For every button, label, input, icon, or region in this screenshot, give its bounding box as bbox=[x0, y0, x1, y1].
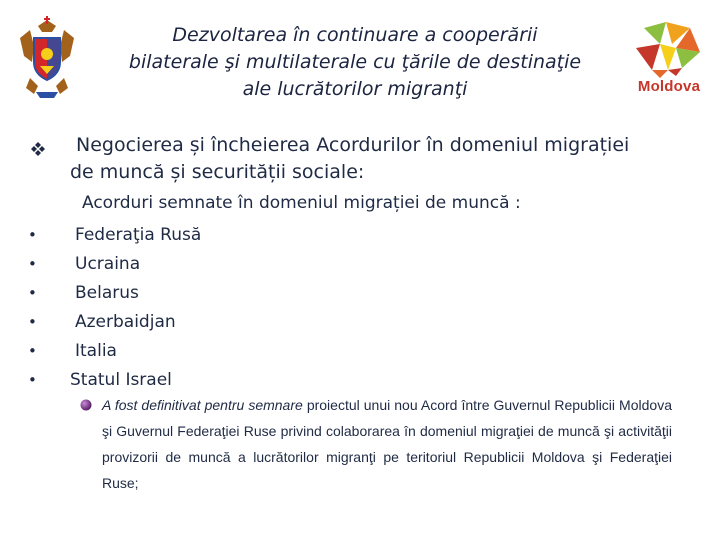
brand-text: Moldova bbox=[637, 78, 701, 95]
dot-bullet: • bbox=[28, 255, 37, 273]
title-line-1: Dezvoltarea în continuare a cooperării bbox=[172, 24, 538, 46]
country-name: Azerbaidjan bbox=[75, 312, 176, 332]
title-line-3: ale lucrătorilor migranţi bbox=[242, 78, 468, 100]
country-name: Ucraina bbox=[75, 254, 141, 274]
page-title bbox=[112, 22, 598, 103]
dot-bullet: • bbox=[28, 226, 37, 244]
country-name: Italia bbox=[75, 341, 117, 361]
diamond-bullet-icon bbox=[30, 141, 46, 157]
heading-line-2: de muncă și securității sociale: bbox=[70, 161, 365, 183]
note-text: proiectul unui nou Acord între Guvernul Republicii Moldova şi Guvernul Federaţiei Ruse privind colaborarea în domeniul migraţiei de muncă şi activităţii provizorii de muncă a lucrătorilor migranţi pe teritoriul Republicii Moldova şi Federaţiei Ruse; bbox=[102, 397, 672, 491]
sphere-bullet-icon bbox=[80, 399, 92, 411]
agreements-intro: Acorduri semnate în domeniul migrației de muncă : bbox=[82, 193, 521, 213]
note-paragraph bbox=[102, 392, 672, 496]
dot-bullet: • bbox=[28, 371, 37, 389]
coat-of-arms-icon bbox=[16, 16, 78, 100]
dot-bullet: • bbox=[28, 342, 37, 360]
section-heading bbox=[70, 132, 710, 186]
note-emphasis: A fost definitivat pentru semnare bbox=[102, 397, 303, 413]
dot-bullet: • bbox=[28, 313, 37, 331]
dot-bullet: • bbox=[28, 284, 37, 302]
country-name: Federaţia Rusă bbox=[75, 225, 202, 245]
country-name: Statul Israel bbox=[70, 370, 172, 390]
title-line-2: bilaterale şi multilaterale cu ţările de destinaţie bbox=[128, 51, 582, 73]
country-name: Belarus bbox=[75, 283, 139, 303]
heading-line-1: Negocierea și încheierea Acordurilor în domeniul migrației bbox=[76, 134, 630, 156]
